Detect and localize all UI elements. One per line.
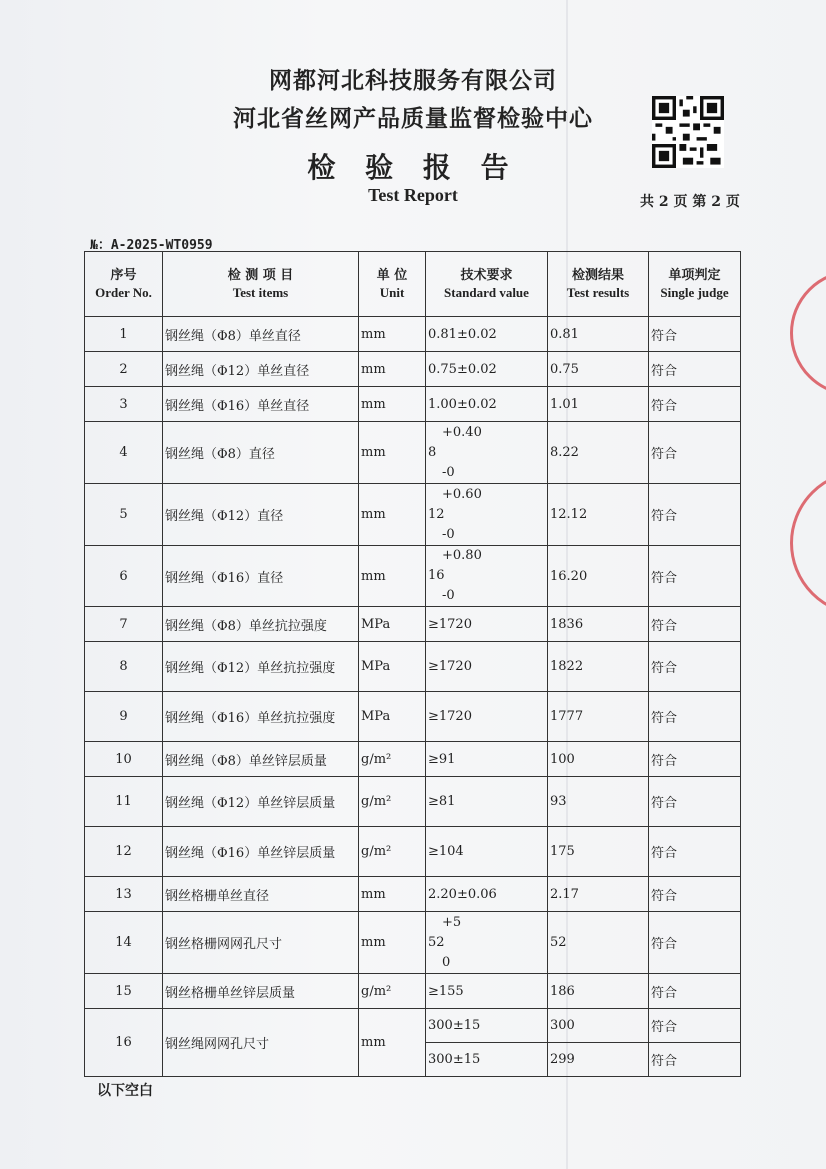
header-order-no — [85, 252, 163, 317]
standard-value-cell: ≥155 — [426, 974, 548, 1009]
lower-tolerance: -0 — [442, 526, 455, 542]
table-row — [85, 607, 741, 642]
table-row — [85, 974, 741, 1009]
header-standard-value — [426, 252, 548, 317]
nominal-value: 16 — [428, 568, 445, 583]
standard-value-cell: 2.20±0.06 — [426, 877, 548, 912]
standard-value-cell: ≥1720 — [426, 692, 548, 742]
test-result-cell: 16.20 — [548, 546, 649, 607]
judge-cell: 符合 — [649, 777, 741, 827]
table-row — [85, 642, 741, 692]
order-no-cell: 12 — [85, 827, 163, 877]
test-result-cell: 0.81 — [548, 317, 649, 352]
table-row — [85, 1009, 741, 1043]
upper-tolerance: +0.60 — [442, 486, 482, 502]
table-row — [85, 692, 741, 742]
unit-cell: MPa — [359, 692, 426, 742]
header-single-judge — [649, 252, 741, 317]
test-result-cell: 175 — [548, 827, 649, 877]
test-item-cell: 钢丝绳（Φ16）单丝抗拉强度 — [163, 692, 359, 742]
order-no-cell: 11 — [85, 777, 163, 827]
qr-code-icon — [652, 96, 724, 168]
unit-cell: mm — [359, 546, 426, 607]
order-no-cell: 14 — [85, 912, 163, 974]
test-result-cell: 186 — [548, 974, 649, 1009]
test-item-cell: 钢丝绳（Φ8）直径 — [163, 422, 359, 484]
unit-cell: mm — [359, 387, 426, 422]
order-no-cell: 6 — [85, 546, 163, 607]
table-row — [85, 317, 741, 352]
table-row — [85, 777, 741, 827]
standard-value-cell: ≥81 — [426, 777, 548, 827]
header-label-en: Unit — [379, 285, 405, 300]
test-item-cell: 钢丝绳（Φ16）单丝锌层质量 — [163, 827, 359, 877]
judge-cell: 符合 — [649, 546, 741, 607]
judge-cell: 符合 — [649, 974, 741, 1009]
order-no-cell: 16 — [85, 1009, 163, 1077]
header-test-results — [548, 252, 649, 317]
page-count: 共 2 页 第 2 页 — [640, 194, 740, 210]
test-result-cell: 52 — [548, 912, 649, 974]
nominal-value: 8 — [428, 444, 437, 460]
test-item-cell: 钢丝绳（Φ12）单丝直径 — [163, 352, 359, 387]
test-item-cell: 钢丝绳网网孔尺寸 — [163, 1009, 359, 1077]
standard-value-cell: 300±15 — [426, 1043, 548, 1077]
test-item-cell: 钢丝格栅单丝锌层质量 — [163, 974, 359, 1009]
unit-cell: mm — [359, 912, 426, 974]
blank-below-note: 以下空白 — [97, 1083, 153, 1099]
lower-tolerance: 0 — [442, 954, 451, 970]
judge-cell: 符合 — [649, 912, 741, 974]
standard-value-cell: 0.81±0.02 — [426, 317, 548, 352]
order-no-cell: 4 — [85, 422, 163, 484]
tolerance-value — [428, 913, 545, 973]
unit-cell: g/m² — [359, 974, 426, 1009]
order-no-cell: 8 — [85, 642, 163, 692]
judge-cell: 符合 — [649, 422, 741, 484]
judge-cell: 符合 — [649, 827, 741, 877]
header-unit — [359, 252, 426, 317]
header-label-en: Single judge — [660, 285, 729, 300]
header-label-en: Standard value — [444, 285, 529, 300]
tolerance-value — [428, 546, 545, 606]
test-item-cell: 钢丝绳（Φ16）单丝直径 — [163, 387, 359, 422]
test-result-cell: 1777 — [548, 692, 649, 742]
header-label-cn: 检 测 项 目 — [227, 268, 294, 283]
standard-value-cell — [426, 546, 548, 607]
report-title-cn: 检 验 报 告 — [307, 151, 519, 184]
lower-tolerance: -0 — [442, 464, 455, 480]
order-no-cell: 9 — [85, 692, 163, 742]
judge-cell: 符合 — [649, 1043, 741, 1077]
test-item-cell: 钢丝绳（Φ12）单丝抗拉强度 — [163, 642, 359, 692]
test-item-cell: 钢丝绳（Φ12）直径 — [163, 484, 359, 546]
table-row — [85, 546, 741, 607]
test-result-cell: 12.12 — [548, 484, 649, 546]
test-item-cell: 钢丝绳（Φ8）单丝抗拉强度 — [163, 607, 359, 642]
test-item-cell: 钢丝绳（Φ8）单丝直径 — [163, 317, 359, 352]
standard-value-cell — [426, 484, 548, 546]
table-row — [85, 387, 741, 422]
standard-value-cell: 0.75±0.02 — [426, 352, 548, 387]
header-label-cn: 序号 — [110, 268, 137, 283]
test-item-cell: 钢丝绳（Φ12）单丝锌层质量 — [163, 777, 359, 827]
judge-cell: 符合 — [649, 352, 741, 387]
judge-cell: 符合 — [649, 387, 741, 422]
order-no-cell: 3 — [85, 387, 163, 422]
unit-cell: MPa — [359, 642, 426, 692]
unit-cell: g/m² — [359, 827, 426, 877]
table-row — [85, 827, 741, 877]
standard-value-cell: ≥1720 — [426, 607, 548, 642]
unit-cell: mm — [359, 352, 426, 387]
test-result-cell: 0.75 — [548, 352, 649, 387]
judge-cell: 符合 — [649, 317, 741, 352]
test-result-cell: 1836 — [548, 607, 649, 642]
unit-cell: mm — [359, 317, 426, 352]
standard-value-cell — [426, 422, 548, 484]
order-no-cell: 10 — [85, 742, 163, 777]
judge-cell: 符合 — [649, 692, 741, 742]
standard-value-cell: 300±15 — [426, 1009, 548, 1043]
test-item-cell: 钢丝格栅单丝直径 — [163, 877, 359, 912]
standard-value-cell: ≥91 — [426, 742, 548, 777]
test-result-cell: 93 — [548, 777, 649, 827]
upper-tolerance: +5 — [442, 914, 462, 930]
inspection-center-name: 河北省丝网产品质量监督检验中心 — [233, 105, 593, 132]
unit-cell: mm — [359, 422, 426, 484]
table-row — [85, 352, 741, 387]
lower-tolerance: -0 — [442, 588, 455, 603]
header-test-items — [163, 252, 359, 317]
tolerance-value — [428, 485, 545, 545]
nominal-value: 12 — [428, 506, 445, 522]
test-result-cell: 8.22 — [548, 422, 649, 484]
table-row — [85, 422, 741, 484]
test-result-cell: 1822 — [548, 642, 649, 692]
header-label-en: Test results — [566, 285, 630, 300]
order-no-cell: 2 — [85, 352, 163, 387]
order-no-cell: 15 — [85, 974, 163, 1009]
header-label-cn: 检测结果 — [571, 268, 624, 283]
standard-value-cell — [426, 912, 548, 974]
table-row — [85, 912, 741, 974]
judge-cell: 符合 — [649, 484, 741, 546]
unit-cell: mm — [359, 877, 426, 912]
unit-cell: mm — [359, 484, 426, 546]
judge-cell: 符合 — [649, 742, 741, 777]
table-header-row — [85, 252, 741, 317]
judge-cell: 符合 — [649, 1009, 741, 1043]
unit-cell: g/m² — [359, 777, 426, 827]
judge-cell: 符合 — [649, 877, 741, 912]
standard-value-cell: 1.00±0.02 — [426, 387, 548, 422]
report-number: №：A-2025-WT0959 — [90, 238, 213, 253]
test-result-cell: 300 — [548, 1009, 649, 1043]
unit-cell: MPa — [359, 607, 426, 642]
test-result-cell: 1.01 — [548, 387, 649, 422]
organization-name: 网都河北科技服务有限公司 — [269, 67, 557, 94]
test-result-cell: 2.17 — [548, 877, 649, 912]
nominal-value: 52 — [428, 934, 445, 950]
test-item-cell: 钢丝格栅网网孔尺寸 — [163, 912, 359, 974]
upper-tolerance: +0.40 — [442, 424, 482, 440]
table-row — [85, 742, 741, 777]
header-label-cn: 技术要求 — [460, 268, 513, 283]
tolerance-value — [428, 423, 545, 483]
report-title-en: Test Report — [368, 185, 458, 205]
test-item-cell: 钢丝绳（Φ8）单丝锌层质量 — [163, 742, 359, 777]
table-row — [85, 877, 741, 912]
test-result-cell: 100 — [548, 742, 649, 777]
order-no-cell: 1 — [85, 317, 163, 352]
table-row — [85, 484, 741, 546]
unit-cell: g/m² — [359, 742, 426, 777]
test-results-table — [84, 251, 741, 1077]
judge-cell: 符合 — [649, 642, 741, 692]
header-label-cn: 单 位 — [376, 268, 408, 283]
order-no-cell: 13 — [85, 877, 163, 912]
standard-value-cell: ≥1720 — [426, 642, 548, 692]
order-no-cell: 5 — [85, 484, 163, 546]
header-label-en: Test items — [232, 285, 289, 300]
unit-cell: mm — [359, 1009, 426, 1077]
judge-cell: 符合 — [649, 607, 741, 642]
order-no-cell: 7 — [85, 607, 163, 642]
test-result-cell: 299 — [548, 1043, 649, 1077]
header-label-en: Order No. — [95, 285, 152, 300]
standard-value-cell: ≥104 — [426, 827, 548, 877]
header-label-cn: 单项判定 — [668, 268, 721, 283]
upper-tolerance: +0.80 — [442, 548, 482, 563]
test-item-cell: 钢丝绳（Φ16）直径 — [163, 546, 359, 607]
